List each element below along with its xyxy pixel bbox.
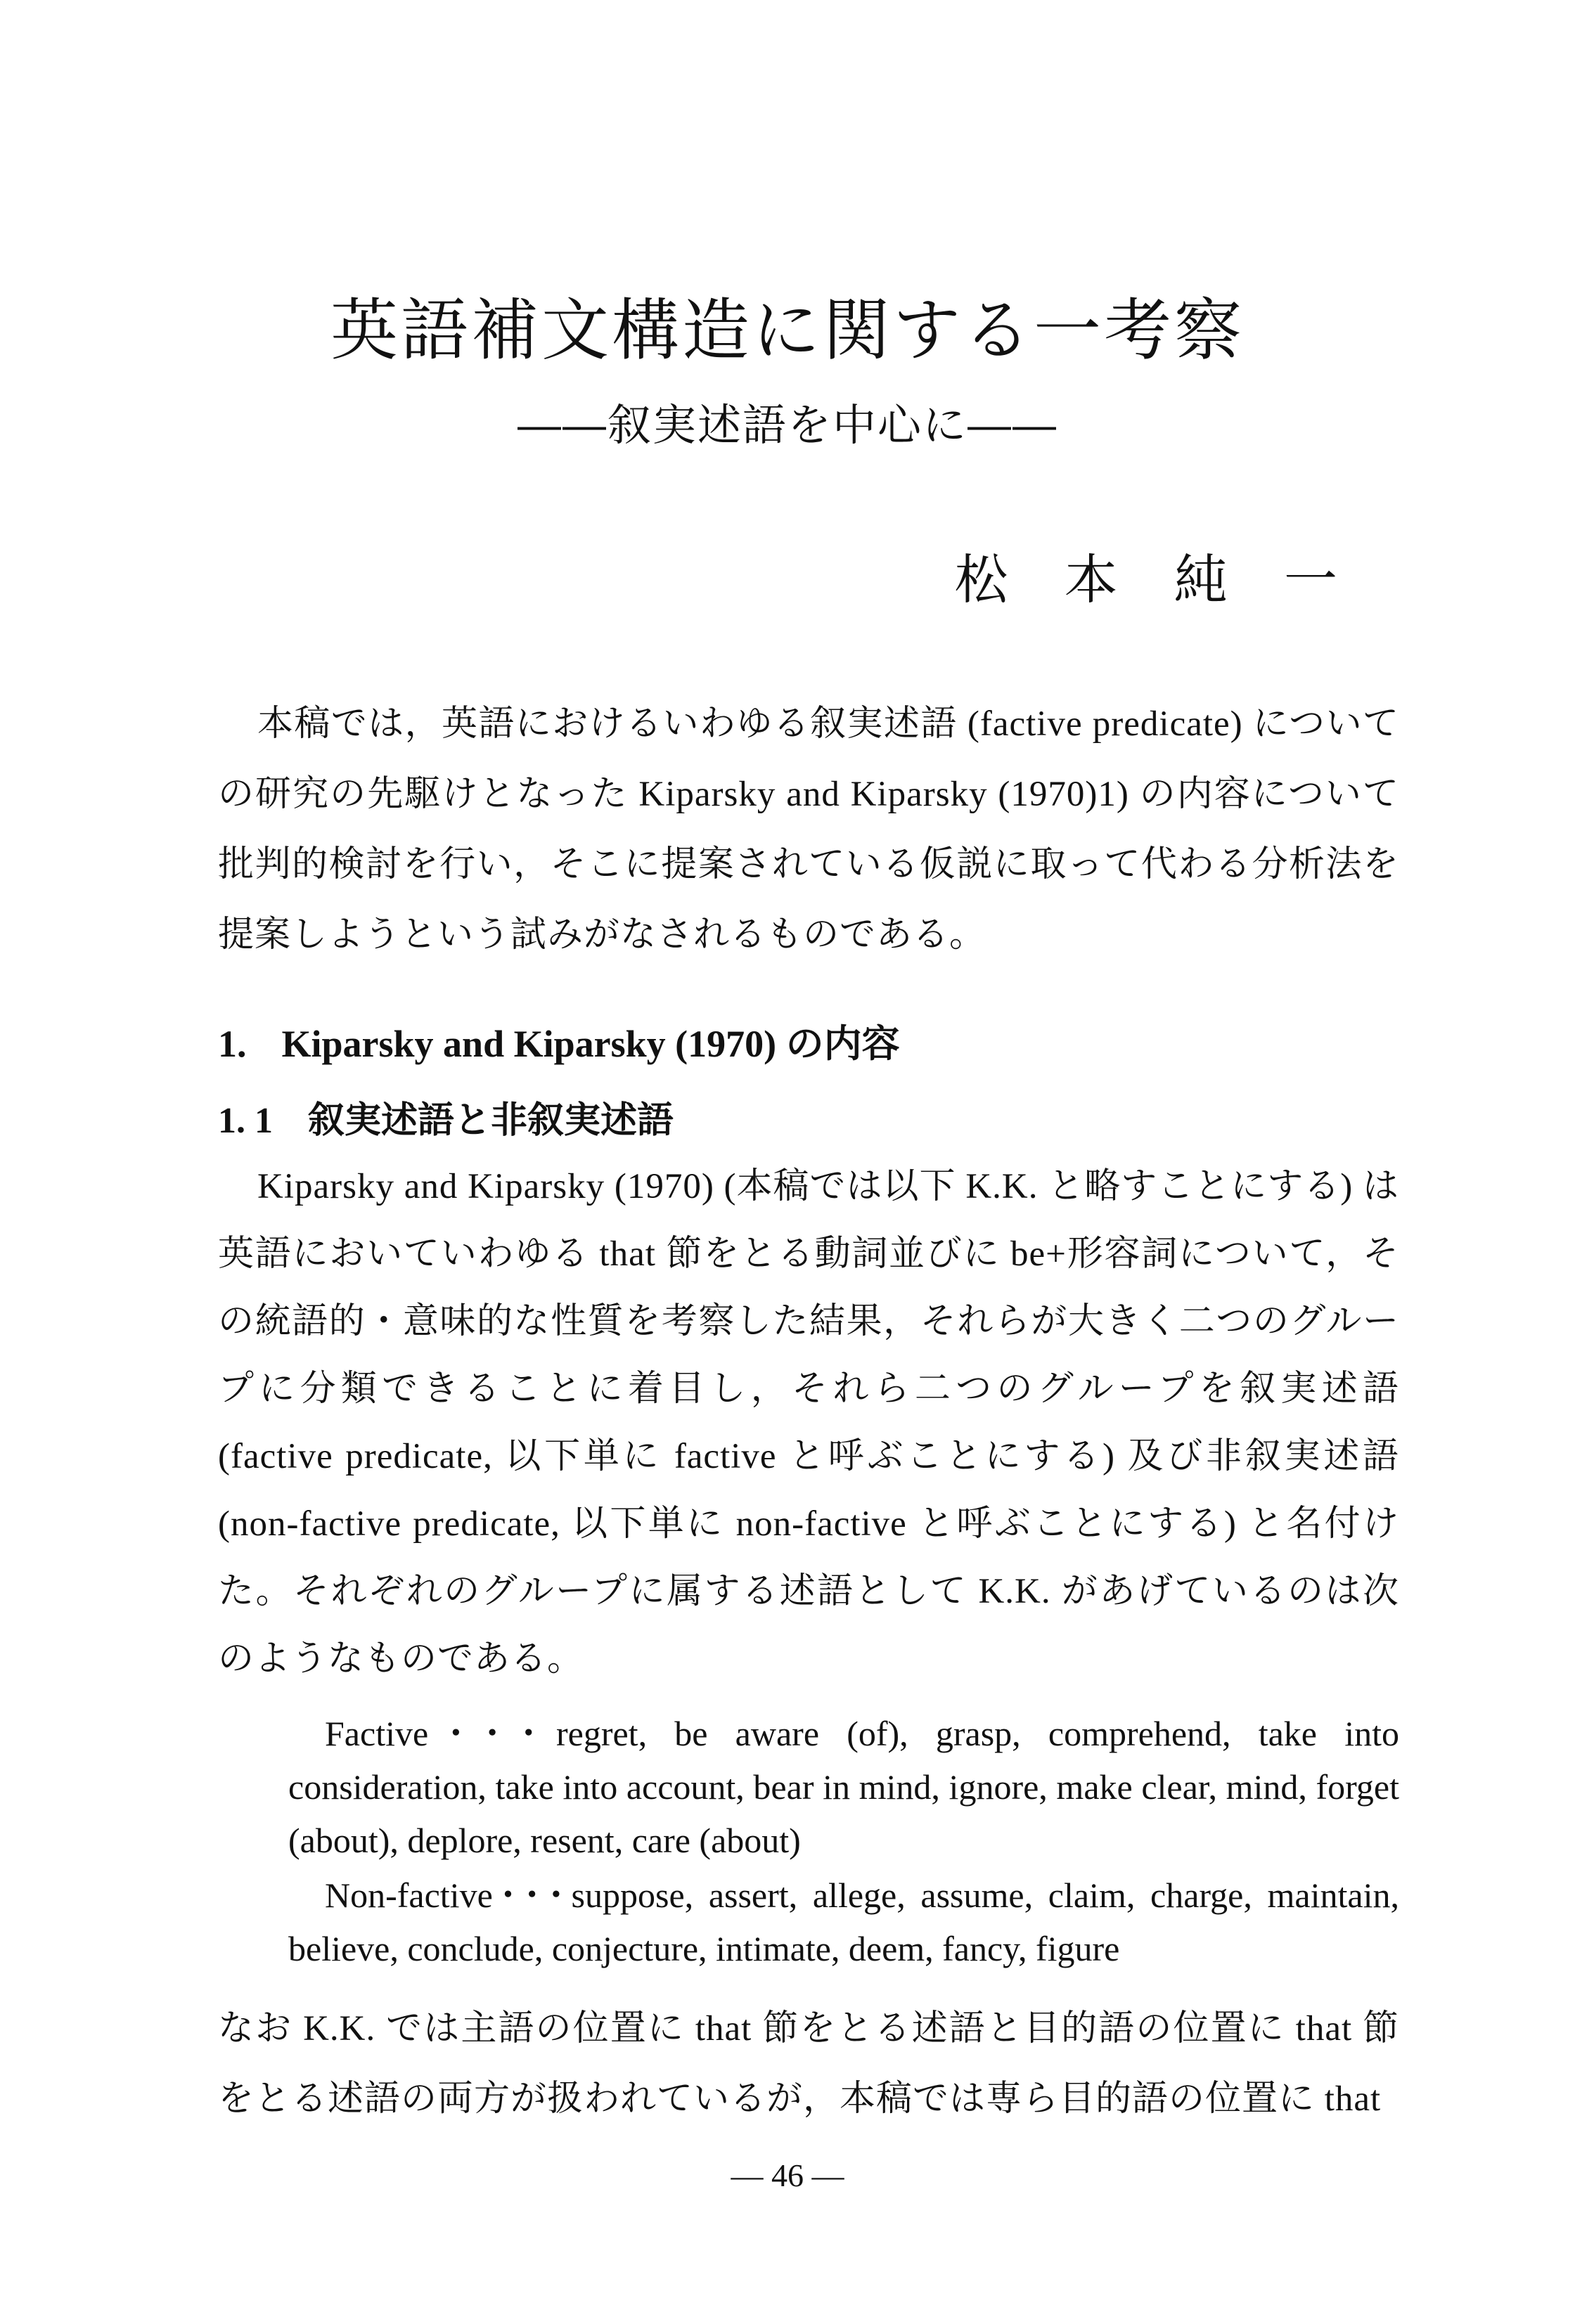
subsection-heading-1-1 [218,1090,674,1153]
section-title: Kiparsky and Kiparsky (1970) の内容 [281,1023,900,1065]
section-heading-1 [218,1012,900,1076]
nonfactive-label: Non-factive･･･ [325,1876,572,1915]
factive-items: regret, be aware (of), grasp, comprehend, take into consideration, take into account, bear in mind, ignore, make clear, mind, forget (about), deplore, resent, care (about) [288,1714,1399,1860]
section-number: 1. [218,1023,247,1065]
paper-subtitle: ――叙実述語を中心に―― [517,399,1058,451]
factive-list [288,1707,1399,1867]
nonfactive-list [288,1868,1399,1975]
page-number: ― 46 ― [731,2157,844,2193]
body-paragraph-1: Kiparsky and Kiparsky (1970) (本稿では以下 K.K. と略すことにする) は英語においていわゆる that 節をとる動詞並びに be+形容詞について，その統語的・意味的な性質を考察した結果，それらが大きく二つのグループに分類できることに着目し，それら二つのグループを叙実述語 (factive predicate, 以下単に factive と呼ぶことにする) 及び非叙実述語 (non-factive predicate, 以下単に non-factive と呼ぶことにする) と名付けた。それぞれのグループに属する述語として K.K. があげているのは次のようなものである。 [218,1167,1399,1679]
subsection-title: 叙実述語と非叙実述語 [308,1101,674,1141]
nonfactive-items: suppose, assert, allege, assume, claim, charge, maintain, believe, conclude, conjecture, intimate, deem, fancy, figure [288,1876,1399,1968]
body-paragraph-2: なお K.K. では主語の位置に that 節をとる述語と目的語の位置に that 節をとる述語の両方が扱われているが，本稿では専ら目的語の位置に that [218,2009,1399,2119]
paper-title: 英語補文構造に関する一考察 [330,291,1245,370]
abstract-paragraph: 本稿では，英語におけるいわゆる叙実述語 (factive predicate) についての研究の先駆けとなった Kiparsky and Kiparsky (1970)1) の内容について批判的検討を行い，そこに提案されている仮説に取って代わる分析法を提案しようという試みがなされるものである。 [218,704,1399,955]
subsection-number: 1. 1 [218,1101,273,1141]
author-name: 松 本 純 一 [954,548,1357,611]
factive-label: Factive･･･ [325,1714,556,1753]
